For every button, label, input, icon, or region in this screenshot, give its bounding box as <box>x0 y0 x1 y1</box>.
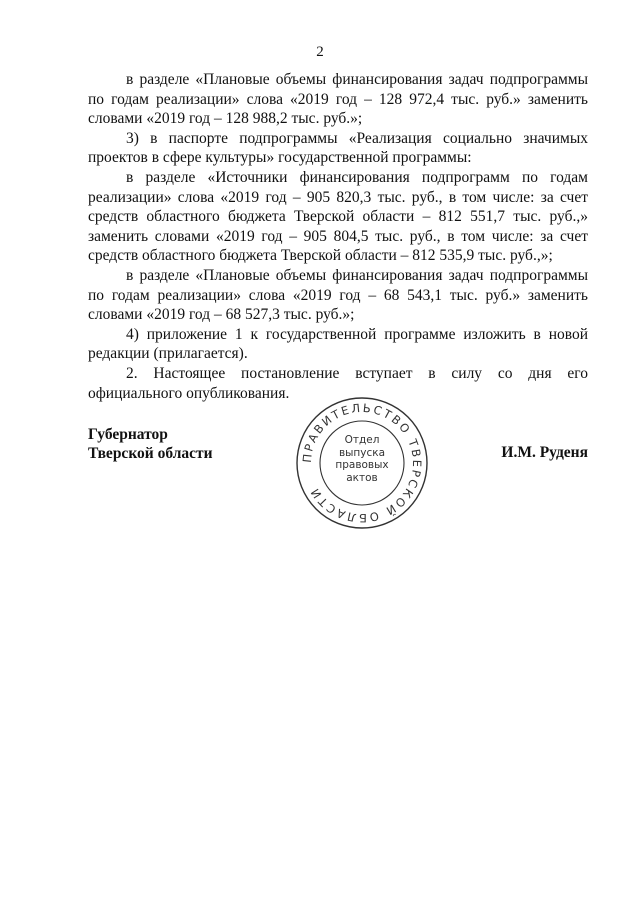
stamp-ring-text: ПРАВИТЕЛЬСТВО ТВЕРСКОЙ ОБЛАСТИ <box>299 400 425 526</box>
paragraph-effective-date: 2. Настоящее постановление вступает в силу со дня его официального опубликования. <box>88 364 588 402</box>
signatory-position: Губернатор <box>88 426 168 443</box>
paragraph-appendix: 4) приложение 1 к государственной программе изложить в новой редакции (прилагается). <box>88 325 588 363</box>
stamp-line-3: правовых <box>335 459 389 471</box>
signatory-name: И.М. Руденя <box>501 444 588 461</box>
stamp-line-1: Отдел <box>344 434 380 446</box>
signatory-region: Тверской области <box>88 445 213 462</box>
document-body <box>88 70 588 403</box>
paragraph-passport-culture: 3) в паспорте подпрограммы «Реализация социально значимых проектов в сфере культуры» государственной программы: <box>88 129 588 167</box>
stamp-line-2: выпуска <box>338 446 386 459</box>
stamp-line-4: актов <box>346 471 378 484</box>
paragraph-funding-tasks-2: в разделе «Плановые объемы финансирования задач подпрограммы по годам реализации» слова «2019 год – 68 543,1 тыс. руб.» заменить словами «2019 год – 68 527,3 тыс. руб.»; <box>88 266 588 324</box>
paragraph-funding-tasks-1: в разделе «Плановые объемы финансирования задач подпрограммы по годам реализации» слова «2019 год – 128 972,4 тыс. руб.» заменить словами «2019 год – 128 988,2 тыс. руб.»; <box>88 71 588 128</box>
paragraph-funding-sources: в разделе «Источники финансирования подпрограмм по годам реализации» слова «2019 год – 905 820,3 тыс. руб., в том числе: за счет средств областного бюджета Тверской области – 812 551,7 тыс. руб.,» заменить словами «2019 год – 905 804,5 тыс. руб., в том числе: за счет средств областного бюджета Тверской области – 812 535,9 тыс. руб.,»; <box>88 168 588 265</box>
page-number: 2 <box>316 44 324 60</box>
signatory-title <box>88 425 213 463</box>
stamp-inner-text <box>318 434 406 484</box>
